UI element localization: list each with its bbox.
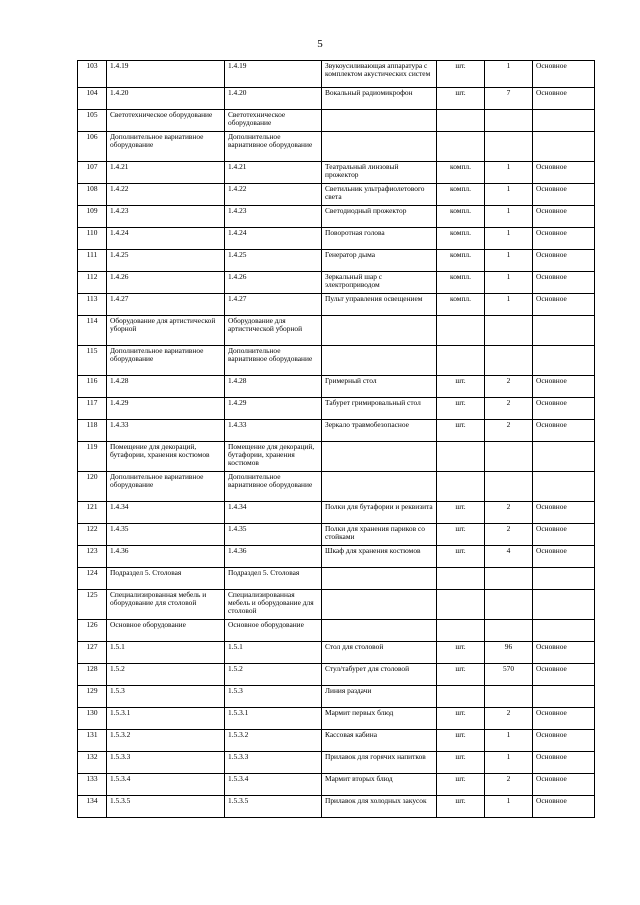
row-type-cell: Основное (533, 184, 595, 206)
row-code-cell: 1.5.3.3 (107, 752, 225, 774)
row-code-cell: 1.4.21 (107, 162, 225, 184)
row-name-cell: Подраздел 5. Столовая (225, 568, 322, 590)
row-qty-cell: 1 (485, 730, 533, 752)
row-unit-cell (437, 568, 485, 590)
row-item-cell: Поворотная голова (322, 228, 437, 250)
row-qty-cell: 1 (485, 184, 533, 206)
row-name-cell: 1.4.34 (225, 502, 322, 524)
row-unit-cell: шт. (437, 774, 485, 796)
row-unit-cell: шт. (437, 61, 485, 88)
row-name-cell: 1.4.26 (225, 272, 322, 294)
row-number-cell: 133 (78, 774, 107, 796)
row-item-cell (322, 316, 437, 346)
table-row (78, 346, 595, 376)
row-item-cell: Генератор дыма (322, 250, 437, 272)
table-row (78, 546, 595, 568)
row-unit-cell: компл. (437, 294, 485, 316)
row-name-cell: 1.4.25 (225, 250, 322, 272)
row-item-cell: Полки для хранения париков со стойками (322, 524, 437, 546)
row-item-cell: Вокальный радиомикрофон (322, 88, 437, 110)
row-type-cell: Основное (533, 546, 595, 568)
row-name-cell: 1.5.3.1 (225, 708, 322, 730)
table-row (78, 472, 595, 502)
row-code-cell: 1.4.22 (107, 184, 225, 206)
row-number-cell: 114 (78, 316, 107, 346)
page-number: 5 (317, 38, 323, 50)
table-row (78, 774, 595, 796)
row-number-cell: 119 (78, 442, 107, 472)
row-name-cell: 1.4.21 (225, 162, 322, 184)
row-name-cell: Оборудование для артистической уборной (225, 316, 322, 346)
row-unit-cell (437, 590, 485, 620)
row-name-cell: 1.4.35 (225, 524, 322, 546)
row-code-cell: Помещение для декораций, бутафории, хранения костюмов (107, 442, 225, 472)
row-name-cell: 1.5.3.4 (225, 774, 322, 796)
table-row (78, 708, 595, 730)
row-type-cell: Основное (533, 376, 595, 398)
row-qty-cell: 2 (485, 502, 533, 524)
row-unit-cell: шт. (437, 420, 485, 442)
row-type-cell: Основное (533, 420, 595, 442)
row-number-cell: 115 (78, 346, 107, 376)
row-item-cell: Прилавок для холодных закусок (322, 796, 437, 818)
row-item-cell: Мармит первых блюд (322, 708, 437, 730)
row-code-cell: Специализированная мебель и оборудование для столовой (107, 590, 225, 620)
row-code-cell: 1.4.34 (107, 502, 225, 524)
table-row (78, 502, 595, 524)
table-row (78, 752, 595, 774)
row-code-cell: 1.5.3 (107, 686, 225, 708)
row-unit-cell: шт. (437, 752, 485, 774)
row-code-cell: 1.5.3.5 (107, 796, 225, 818)
table-row (78, 420, 595, 442)
row-qty-cell: 2 (485, 524, 533, 546)
row-number-cell: 125 (78, 590, 107, 620)
row-code-cell: 1.4.23 (107, 206, 225, 228)
row-number-cell: 112 (78, 272, 107, 294)
row-item-cell (322, 110, 437, 132)
equipment-table (77, 60, 595, 818)
row-unit-cell: шт. (437, 664, 485, 686)
row-item-cell (322, 442, 437, 472)
row-item-cell: Полки для бутафории и реквизита (322, 502, 437, 524)
row-type-cell (533, 110, 595, 132)
row-type-cell: Основное (533, 398, 595, 420)
row-name-cell: 1.5.3.2 (225, 730, 322, 752)
row-unit-cell: шт. (437, 642, 485, 664)
row-number-cell: 120 (78, 472, 107, 502)
row-code-cell: 1.5.3.1 (107, 708, 225, 730)
row-name-cell: 1.5.2 (225, 664, 322, 686)
row-number-cell: 126 (78, 620, 107, 642)
row-unit-cell: компл. (437, 184, 485, 206)
row-number-cell: 106 (78, 132, 107, 162)
table-row (78, 206, 595, 228)
row-type-cell (533, 568, 595, 590)
row-code-cell: Подраздел 5. Столовая (107, 568, 225, 590)
row-number-cell: 113 (78, 294, 107, 316)
row-code-cell: 1.4.33 (107, 420, 225, 442)
table-row (78, 294, 595, 316)
row-number-cell: 116 (78, 376, 107, 398)
row-item-cell (322, 132, 437, 162)
row-number-cell: 111 (78, 250, 107, 272)
row-item-cell: Театральный линзовый прожектор (322, 162, 437, 184)
row-number-cell: 104 (78, 88, 107, 110)
table-row (78, 228, 595, 250)
row-qty-cell (485, 442, 533, 472)
row-number-cell: 129 (78, 686, 107, 708)
row-name-cell: Светотехническое оборудование (225, 110, 322, 132)
table-row (78, 686, 595, 708)
row-code-cell: 1.4.28 (107, 376, 225, 398)
row-code-cell: Основное оборудование (107, 620, 225, 642)
row-unit-cell: шт. (437, 88, 485, 110)
row-item-cell: Прилавок для горячих напитков (322, 752, 437, 774)
row-unit-cell: компл. (437, 272, 485, 294)
row-qty-cell: 2 (485, 376, 533, 398)
table-row (78, 642, 595, 664)
row-code-cell: Оборудование для артистической уборной (107, 316, 225, 346)
row-unit-cell: шт. (437, 730, 485, 752)
row-type-cell: Основное (533, 796, 595, 818)
row-qty-cell: 570 (485, 664, 533, 686)
row-name-cell: 1.4.36 (225, 546, 322, 568)
row-unit-cell (437, 132, 485, 162)
row-unit-cell (437, 442, 485, 472)
row-number-cell: 109 (78, 206, 107, 228)
row-number-cell: 121 (78, 502, 107, 524)
row-number-cell: 123 (78, 546, 107, 568)
row-type-cell (533, 620, 595, 642)
row-unit-cell (437, 620, 485, 642)
row-name-cell: 1.4.24 (225, 228, 322, 250)
row-qty-cell (485, 132, 533, 162)
row-unit-cell (437, 346, 485, 376)
row-unit-cell: шт. (437, 502, 485, 524)
row-type-cell (533, 132, 595, 162)
row-type-cell (533, 316, 595, 346)
row-qty-cell (485, 110, 533, 132)
table-row (78, 664, 595, 686)
row-code-cell: Светотехническое оборудование (107, 110, 225, 132)
table-row (78, 524, 595, 546)
row-unit-cell: шт. (437, 708, 485, 730)
row-type-cell: Основное (533, 294, 595, 316)
row-type-cell: Основное (533, 752, 595, 774)
row-type-cell: Основное (533, 88, 595, 110)
row-number-cell: 117 (78, 398, 107, 420)
row-unit-cell: шт. (437, 546, 485, 568)
row-item-cell (322, 472, 437, 502)
row-code-cell: 1.4.29 (107, 398, 225, 420)
row-code-cell: 1.5.1 (107, 642, 225, 664)
row-name-cell: 1.5.1 (225, 642, 322, 664)
row-qty-cell: 1 (485, 61, 533, 88)
table-row (78, 568, 595, 590)
row-type-cell: Основное (533, 228, 595, 250)
row-code-cell: 1.4.26 (107, 272, 225, 294)
row-name-cell: 1.4.29 (225, 398, 322, 420)
row-name-cell: 1.4.27 (225, 294, 322, 316)
row-unit-cell (437, 316, 485, 346)
row-qty-cell: 1 (485, 752, 533, 774)
row-code-cell: 1.5.3.2 (107, 730, 225, 752)
row-qty-cell (485, 472, 533, 502)
row-number-cell: 130 (78, 708, 107, 730)
row-unit-cell: компл. (437, 228, 485, 250)
row-name-cell: Дополнительное вариативное оборудование (225, 346, 322, 376)
row-name-cell: Дополнительное вариативное оборудование (225, 132, 322, 162)
row-number-cell: 132 (78, 752, 107, 774)
row-name-cell: Дополнительное вариативное оборудование (225, 472, 322, 502)
row-name-cell: 1.5.3.3 (225, 752, 322, 774)
row-number-cell: 108 (78, 184, 107, 206)
row-qty-cell: 1 (485, 796, 533, 818)
row-number-cell: 124 (78, 568, 107, 590)
row-item-cell: Кассовая кабина (322, 730, 437, 752)
row-item-cell (322, 620, 437, 642)
row-qty-cell: 1 (485, 272, 533, 294)
row-item-cell: Стул/табурет для столовой (322, 664, 437, 686)
row-type-cell: Основное (533, 502, 595, 524)
row-qty-cell: 1 (485, 294, 533, 316)
row-type-cell (533, 686, 595, 708)
row-type-cell: Основное (533, 524, 595, 546)
row-name-cell: 1.4.22 (225, 184, 322, 206)
row-code-cell: 1.4.19 (107, 61, 225, 88)
row-type-cell: Основное (533, 272, 595, 294)
row-name-cell: 1.5.3.5 (225, 796, 322, 818)
row-number-cell: 131 (78, 730, 107, 752)
table-row (78, 250, 595, 272)
row-name-cell: 1.4.23 (225, 206, 322, 228)
row-unit-cell: шт. (437, 796, 485, 818)
row-qty-cell: 4 (485, 546, 533, 568)
table-row (78, 442, 595, 472)
row-qty-cell (485, 568, 533, 590)
table-row (78, 796, 595, 818)
row-name-cell: Специализированная мебель и оборудование для столовой (225, 590, 322, 620)
row-unit-cell: компл. (437, 162, 485, 184)
table-row (78, 316, 595, 346)
row-qty-cell: 2 (485, 420, 533, 442)
row-name-cell: 1.5.3 (225, 686, 322, 708)
table-row (78, 730, 595, 752)
table-row (78, 110, 595, 132)
row-type-cell: Основное (533, 162, 595, 184)
row-qty-cell (485, 346, 533, 376)
row-qty-cell: 1 (485, 206, 533, 228)
table-row (78, 162, 595, 184)
row-item-cell: Табурет гримировальный стол (322, 398, 437, 420)
table-row (78, 398, 595, 420)
row-name-cell: 1.4.28 (225, 376, 322, 398)
row-name-cell: 1.4.33 (225, 420, 322, 442)
row-item-cell: Стол для столовой (322, 642, 437, 664)
row-type-cell: Основное (533, 250, 595, 272)
row-item-cell: Светодиодный прожектор (322, 206, 437, 228)
row-qty-cell (485, 686, 533, 708)
row-code-cell: 1.4.36 (107, 546, 225, 568)
row-item-cell (322, 568, 437, 590)
row-unit-cell (437, 110, 485, 132)
row-unit-cell: шт. (437, 376, 485, 398)
row-qty-cell: 1 (485, 250, 533, 272)
row-number-cell: 110 (78, 228, 107, 250)
row-item-cell: Пульт управления освещением (322, 294, 437, 316)
row-code-cell: 1.5.2 (107, 664, 225, 686)
row-type-cell: Основное (533, 708, 595, 730)
row-code-cell: 1.4.20 (107, 88, 225, 110)
row-code-cell: Дополнительное вариативное оборудование (107, 472, 225, 502)
table-row (78, 590, 595, 620)
row-type-cell (533, 472, 595, 502)
row-type-cell: Основное (533, 664, 595, 686)
row-item-cell: Зеркальный шар с электроприводом (322, 272, 437, 294)
row-number-cell: 127 (78, 642, 107, 664)
table-row (78, 132, 595, 162)
row-qty-cell: 7 (485, 88, 533, 110)
row-code-cell: Дополнительное вариативное оборудование (107, 132, 225, 162)
row-item-cell (322, 346, 437, 376)
table-row (78, 184, 595, 206)
row-item-cell (322, 590, 437, 620)
row-item-cell: Светильник ультрафиолетового света (322, 184, 437, 206)
row-code-cell: 1.4.25 (107, 250, 225, 272)
row-item-cell: Линия раздачи (322, 686, 437, 708)
row-type-cell (533, 590, 595, 620)
row-number-cell: 134 (78, 796, 107, 818)
row-number-cell: 103 (78, 61, 107, 88)
row-item-cell: Мармит вторых блюд (322, 774, 437, 796)
row-qty-cell: 1 (485, 162, 533, 184)
table-row (78, 61, 595, 88)
row-qty-cell: 2 (485, 398, 533, 420)
row-type-cell (533, 442, 595, 472)
row-number-cell: 107 (78, 162, 107, 184)
row-type-cell: Основное (533, 730, 595, 752)
row-item-cell: Звукоусиливающая аппаратура с комплектом акустических систем (322, 61, 437, 88)
row-qty-cell (485, 620, 533, 642)
row-qty-cell: 2 (485, 708, 533, 730)
row-code-cell: Дополнительное вариативное оборудование (107, 346, 225, 376)
row-qty-cell (485, 590, 533, 620)
row-code-cell: 1.5.3.4 (107, 774, 225, 796)
row-unit-cell (437, 686, 485, 708)
table-row (78, 620, 595, 642)
row-item-cell: Гримерный стол (322, 376, 437, 398)
row-type-cell: Основное (533, 642, 595, 664)
row-type-cell: Основное (533, 774, 595, 796)
row-qty-cell: 1 (485, 228, 533, 250)
row-type-cell: Основное (533, 206, 595, 228)
table-row (78, 272, 595, 294)
row-code-cell: 1.4.27 (107, 294, 225, 316)
row-unit-cell: шт. (437, 398, 485, 420)
row-name-cell: 1.4.20 (225, 88, 322, 110)
row-number-cell: 118 (78, 420, 107, 442)
row-unit-cell: компл. (437, 250, 485, 272)
row-name-cell: 1.4.19 (225, 61, 322, 88)
row-code-cell: 1.4.35 (107, 524, 225, 546)
row-name-cell: Помещение для декораций, бутафории, хранения костюмов (225, 442, 322, 472)
row-number-cell: 128 (78, 664, 107, 686)
row-number-cell: 105 (78, 110, 107, 132)
row-unit-cell: компл. (437, 206, 485, 228)
row-code-cell: 1.4.24 (107, 228, 225, 250)
row-type-cell: Основное (533, 61, 595, 88)
row-number-cell: 122 (78, 524, 107, 546)
row-qty-cell: 96 (485, 642, 533, 664)
row-unit-cell: шт. (437, 524, 485, 546)
row-type-cell (533, 346, 595, 376)
table-row (78, 376, 595, 398)
row-name-cell: Основное оборудование (225, 620, 322, 642)
row-item-cell: Зеркало травмобезопасное (322, 420, 437, 442)
row-unit-cell (437, 472, 485, 502)
row-qty-cell (485, 316, 533, 346)
table-row (78, 88, 595, 110)
row-item-cell: Шкаф для хранения костюмов (322, 546, 437, 568)
row-qty-cell: 2 (485, 774, 533, 796)
